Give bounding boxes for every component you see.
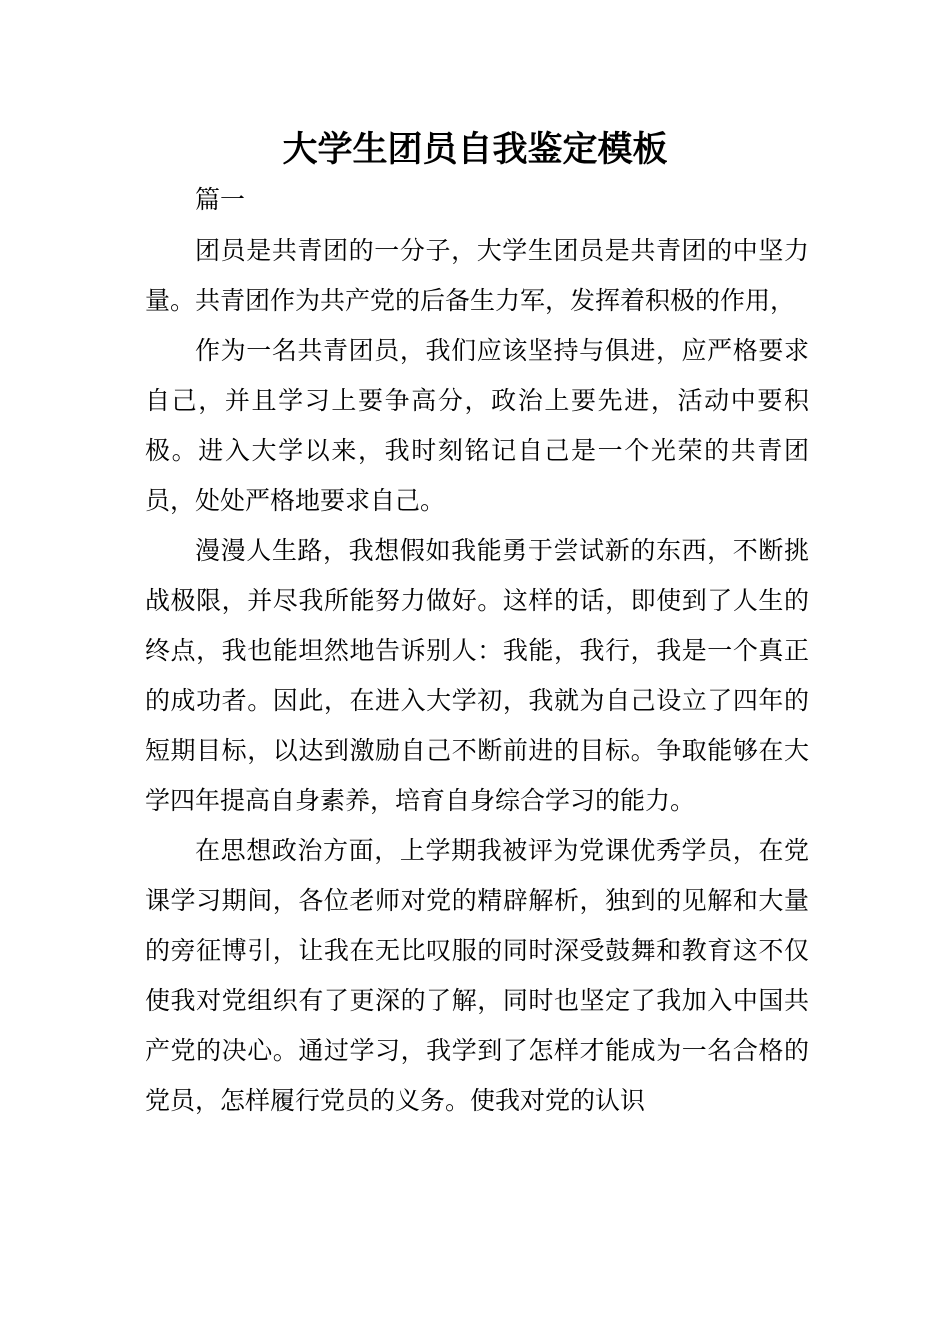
document-body — [145, 226, 809, 1126]
paragraph: 作为一名共青团员，我们应该坚持与俱进，应严格要求自己，并且学习上要争高分，政治上要先进，活动中要积极。进入大学以来，我时刻铭记自己是一个光荣的共青团员，处处严格地要求自己。 — [145, 336, 809, 515]
section-label: 篇一 — [195, 185, 246, 214]
document-title: 大学生团员自我鉴定模板 — [282, 130, 668, 170]
paragraph: 在思想政治方面，上学期我被评为党课优秀学员，在党课学习期间，各位老师对党的精辟解析，独到的见解和大量的旁征博引，让我在无比叹服的同时深受鼓舞和教育这不仅使我对党组织有了更深的了解，同时也坚定了我加入中国共产党的决心。通过学习，我学到了怎样才能成为一名合格的党员，怎样履行党员的义务。使我对党的认识 — [145, 836, 809, 1115]
paragraph: 团员是共青团的一分子，大学生团员是共青团的中坚力量。共青团作为共产党的后备生力军，发挥着积极的作用， — [145, 236, 809, 315]
paragraph: 漫漫人生路，我想假如我能勇于尝试新的东西，不断挑战极限，并尽我所能努力做好。这样的话，即使到了人生的终点，我也能坦然地告诉别人：我能，我行，我是一个真正的成功者。因此，在进入大学初，我就为自己设立了四年的短期目标，以达到激励自己不断前进的目标。争取能够在大学四年提高自身素养，培育自身综合学习的能力。 — [145, 536, 809, 815]
